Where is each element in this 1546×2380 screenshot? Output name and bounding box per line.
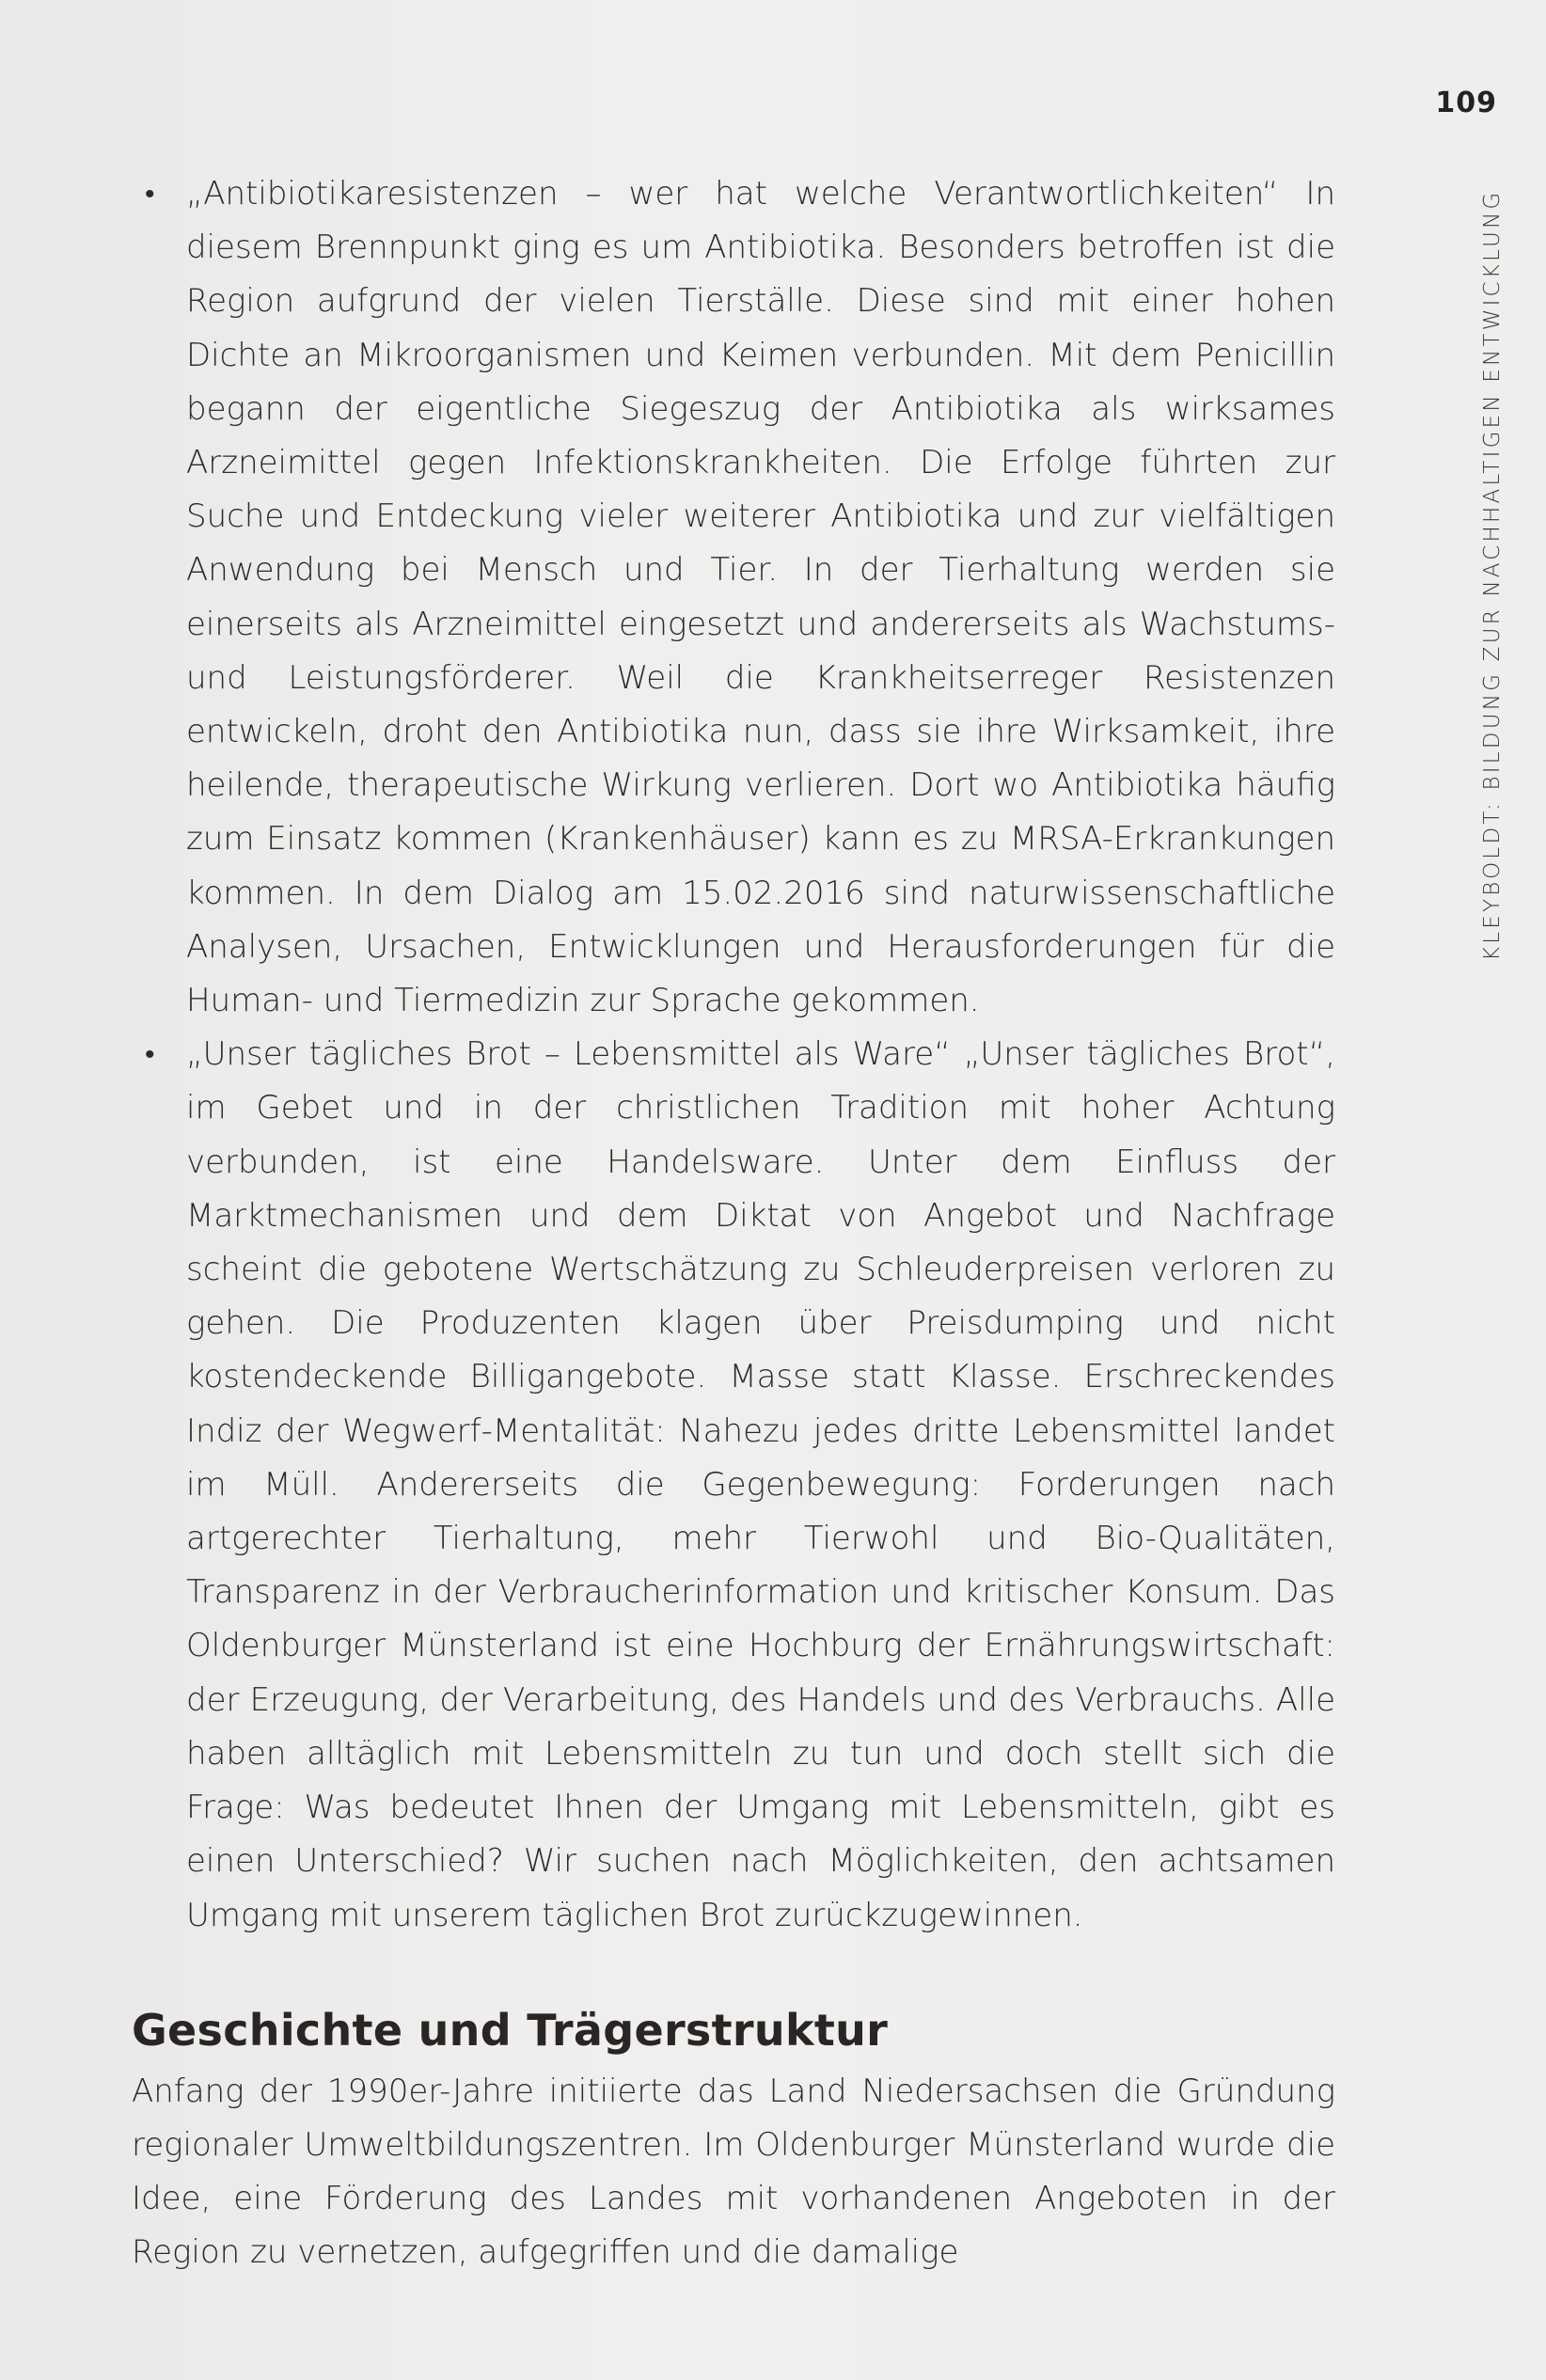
list-item-text: „Antibiotikaresistenzen – wer hat welche Verantwortlichkeiten“ In diesem Brennpunkt ging es um Antibiotika. Besonders betroffen ist die Region aufgrund der vielen Tierställe. Diese sind mit einer hohen Dichte an Mikroorganismen und Keimen verbunden. Mit dem Penicillin begann der eigentliche Siegeszug der Antibiotika als wirksames Arzneimittel gegen Infektionskrankheiten. Die Erfolge führten zur Suche und Entdeckung vieler weiterer Antibiotika und zur vielfältigen Anwendung bei Mensch und Tier. In der Tierhaltung werden sie einerseits als Arzneimittel eingesetzt und andererseits als Wachstums- und Leistungsförderer. Weil die Krankheitserreger Resistenzen entwickeln, droht den Antibiotika nun, dass sie ihre Wirksamkeit, ihre heilende, therapeutische Wirkung verlieren. Dort wo Antibiotika häufig zum Einsatz kommen (Krankenhäuser) kann es zu MRSA-Erkrankungen kommen. In dem Dialog am 15.02.2016 sind naturwissenschaftliche Analysen, Ursachen, Entwicklungen und Herausforderungen für die Human- und Tiermedizin zur Sprache gekommen. — [186, 175, 1335, 1020]
bullet-icon: • — [145, 178, 155, 211]
bullet-icon: • — [145, 1038, 155, 1072]
section-paragraph: Anfang der 1990er-Jahre initiierte das Land Niedersachsen die Gründung regionaler Umweltbildungszentren. Im Oldenburger Münsterland wurde die Idee, eine Förderung des Landes mit vorhandenen Angeboten in der Region zu vernetzen, aufgegriffen und die damalige — [132, 2072, 1335, 2272]
list-item — [132, 1028, 1335, 1942]
bullet-list — [132, 167, 1335, 1943]
page-content — [132, 167, 1335, 2280]
running-head-text: KLEYBOLDT: BILDUNG ZUR NACHHALTIGEN ENTWICKLUNG — [1480, 189, 1505, 961]
list-item — [132, 167, 1335, 1028]
section-heading: Geschichte und Trägerstruktur — [132, 2004, 889, 2056]
running-head — [1475, 181, 1520, 961]
page-number: 109 — [1435, 87, 1497, 119]
list-item-text: „Unser tägliches Brot – Lebensmittel als Ware“ „Unser tägliches Brot“, im Gebet und in der christlichen Tradition mit hoher Achtung verbunden, ist eine Handelsware. Unter dem Einfluss der Marktmechanismen und dem Diktat von Angebot und Nachfrage scheint die gebotene Wertschätzung zu Schleuderpreisen verloren zu gehen. Die Produzenten klagen über Preisdumping und nicht kostendeckende Billigangebote. Masse statt Klasse. Erschreckendes Indiz der Wegwerf-Mentalität: Nahezu jedes dritte Lebensmittel landet im Müll. Andererseits die Gegenbewegung: Forderungen nach artgerechter Tierhaltung, mehr Tierwohl und Bio-Qualitäten, Transparenz in der Verbraucherinformation und kritischer Konsum. Das Oldenburger Münsterland ist eine Hochburg der Ernährungswirtschaft: der Erzeugung, der Verarbeitung, des Handels und des Verbrauchs. Alle haben alltäglich mit Lebensmitteln zu tun und doch stellt sich die Frage: Was bedeutet Ihnen der Umgang mit Lebensmitteln, gibt es einen Unterschied? Wir suchen nach Möglichkeiten, den achtsamen Umgang mit unserem täglichen Brot zurückzugewinnen. — [186, 1035, 1335, 1934]
